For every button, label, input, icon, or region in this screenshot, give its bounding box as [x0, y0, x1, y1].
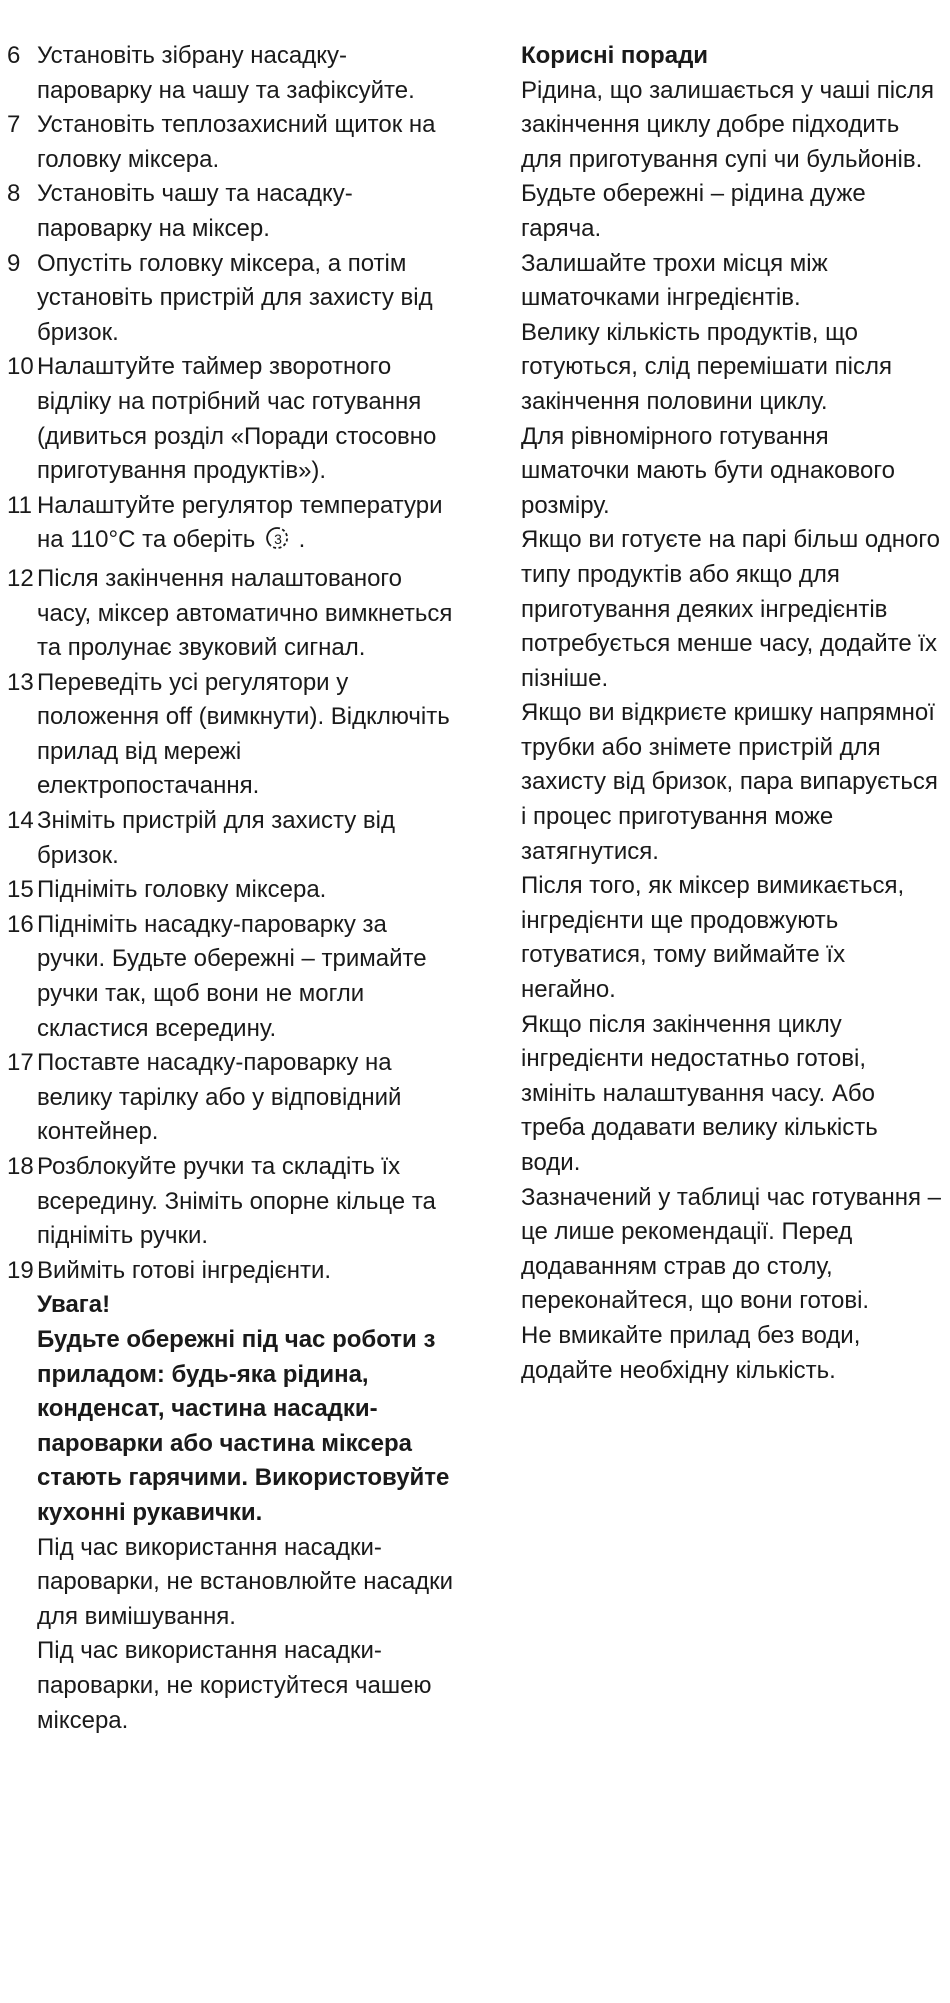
step-text: Вийміть готові інгредієнти.	[37, 1256, 332, 1284]
timer-3-icon	[264, 525, 292, 562]
step-number: 7	[7, 111, 21, 139]
step-text: Налаштуйте таймер зворотного відліку на потрібний час готування (дивиться розділ «Поради стосовно приготування продуктів»).	[37, 353, 437, 485]
tip-paragraph: Не вмикайте прилад без води, додайте необхідну кількість.	[521, 1321, 861, 1384]
step-number: 9	[7, 249, 21, 277]
step-15	[7, 873, 457, 908]
step-9	[7, 247, 457, 351]
tip-paragraph: Зазначений у таблиці час готування – це лише рекомендації. Перед додаванням страв до столу, переконайтеся, що вони готові.	[521, 1183, 941, 1315]
step-text: Опустіть головку міксера, а потім установіть пристрій для захисту від бризок.	[37, 249, 433, 346]
step-number: 15	[7, 876, 34, 904]
tips-column	[521, 39, 941, 1388]
step-10	[7, 350, 457, 488]
tip-paragraph: Залишайте трохи місця між шматочками інгредієнтів.	[521, 249, 828, 312]
step-text: Поставте насадку-пароварку на велику тарілку або у відповідний контейнер.	[37, 1049, 402, 1146]
step-number: 8	[7, 180, 21, 208]
svg-text:3: 3	[273, 531, 282, 548]
step-text: Налаштуйте регулятор температури на 110°C та оберіть	[37, 491, 443, 554]
step-text: Установіть зібрану насадку-пароварку на чашу та зафіксуйте.	[37, 42, 415, 104]
step-7	[7, 108, 457, 177]
step-text-with-icon	[37, 489, 457, 562]
step-number: 19	[7, 1256, 34, 1284]
tip-paragraph: Якщо ви готуєте на парі більш одного типу продуктів або якщо для приготування деяких інгредієнтів потребується менше часу, додайте їх пізніше.	[521, 526, 940, 692]
step-12	[7, 562, 457, 666]
step-text: Зніміть пристрій для захисту від бризок.	[37, 807, 396, 869]
tips-title: Корисні поради	[521, 42, 709, 69]
step-text: Підніміть насадку-пароварку за ручки. Будьте обережні – тримайте ручки так, щоб вони не могли скластися всередину.	[37, 910, 427, 1042]
step-number: 14	[7, 807, 34, 835]
tip-paragraph: Велику кількість продуктів, що готуються, слід перемішати після закінчення половини циклу.	[521, 318, 892, 415]
tip-paragraph: Якщо після закінчення циклу інгредієнти недостатньо готові, змініть налаштування часу. Або треба додавати велику кількість води.	[521, 1010, 878, 1176]
step-13	[7, 666, 457, 804]
step-text: Після закінчення налаштованого часу, міксер автоматично вимкнеться та пролунає звуковий сигнал.	[37, 564, 453, 662]
step-text: Установіть теплозахисний щиток на головку міксера.	[37, 111, 436, 173]
step-text: Розблокуйте ручки та складіть їх всередину. Зніміть опорне кільце та підніміть ручки.	[37, 1153, 436, 1250]
step-18	[7, 1150, 457, 1254]
step-number: 10	[7, 353, 34, 381]
step-6	[7, 39, 457, 108]
step-11	[7, 489, 457, 562]
warning-note: Під час використання насадки-пароварки, не встановлюйте насадки для вимішування.	[37, 1533, 454, 1630]
step-number: 17	[7, 1049, 34, 1077]
step-16	[7, 908, 457, 1046]
step-19	[7, 1254, 457, 1289]
step-text: Переведіть усі регулятори у положення off (вимкнути). Відключіть прилад від мережі електропостачання.	[37, 668, 450, 800]
step-number: 11	[7, 491, 32, 519]
warning-title: Увага!	[37, 1291, 111, 1319]
step-suffix: .	[298, 526, 306, 554]
tip-paragraph: Рідина, що залишається у чаші після закінчення циклу добре підходить для приготування супі чи бульйонів. Будьте обережні – рідина дуже гаряча.	[521, 76, 935, 242]
step-number: 18	[7, 1153, 34, 1180]
step-number: 13	[7, 668, 34, 696]
tip-paragraph: Після того, як міксер вимикається, інгредієнти ще продовжують готуватися, тому виймайте їх негайно.	[521, 872, 905, 1004]
step-14	[7, 804, 457, 873]
warning-text: Будьте обережні під час роботи з приладом: будь-яка рідина, конденсат, частина насадки-пароварки або частина міксера стають гарячими. Використовуйте кухонні рукавички.	[37, 1325, 450, 1526]
step-number: 6	[7, 42, 21, 69]
warning-note: Під час використання насадки-пароварки, не користуйтеся чашею міксера.	[37, 1637, 432, 1734]
step-17	[7, 1046, 457, 1150]
tip-paragraph: Для рівномірного готування шматочки мають бути однакового розміру.	[521, 422, 895, 519]
step-text: Підніміть головку міксера.	[37, 876, 327, 904]
step-number: 12	[7, 564, 34, 592]
tip-paragraph: Якщо ви відкриєте кришку напрямної трубки або знімете пристрій для захисту від бризок, пара випарується і процес приготування може затягнутися.	[521, 699, 938, 865]
step-number: 16	[7, 910, 34, 938]
step-8	[7, 177, 457, 246]
step-text: Установіть чашу та насадку-пароварку на міксер.	[37, 180, 353, 242]
steps-column	[7, 39, 457, 1738]
